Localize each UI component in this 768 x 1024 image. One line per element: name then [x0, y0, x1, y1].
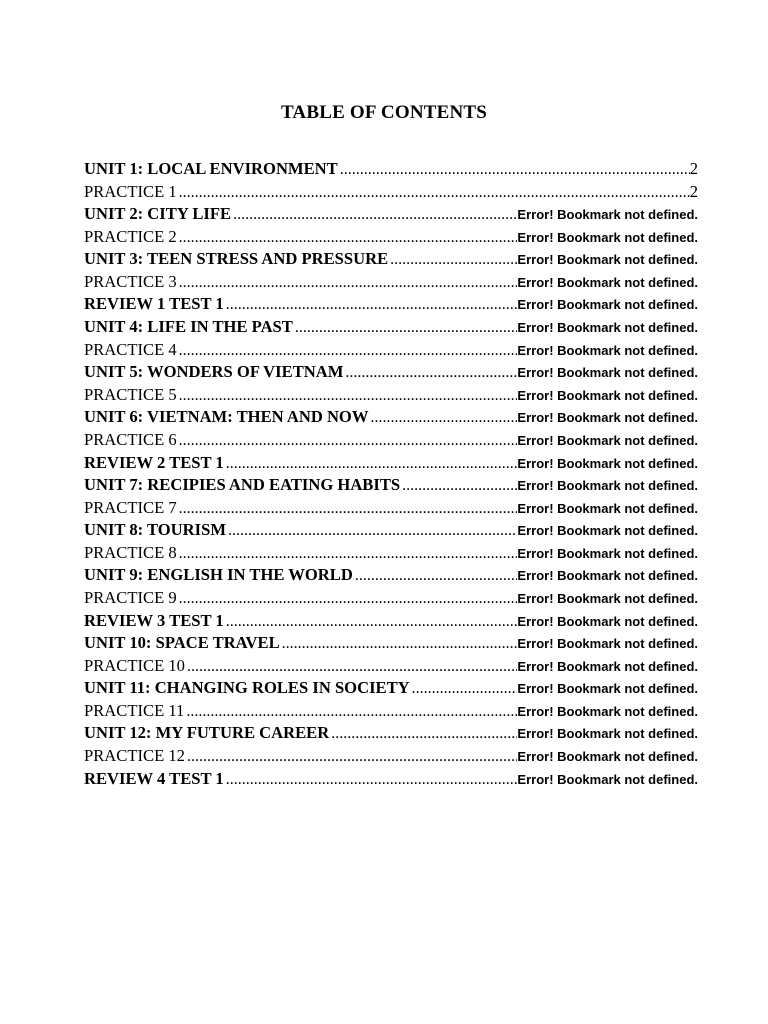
- toc-entry-label: PRACTICE 4: [84, 339, 177, 359]
- toc-entry-label: REVIEW 3 TEST 1: [84, 610, 224, 630]
- toc-entry-label: UNIT 10: SPACE TRAVEL: [84, 633, 280, 653]
- toc-dot-leader: [185, 746, 517, 768]
- toc-entry[interactable]: [84, 542, 698, 565]
- toc-entry-label: PRACTICE 5: [84, 384, 177, 404]
- toc-dot-leader: [224, 611, 518, 633]
- toc-entry[interactable]: [84, 271, 698, 294]
- toc-entry[interactable]: [84, 587, 698, 610]
- toc-entry[interactable]: [84, 293, 698, 316]
- toc-dot-leader: [177, 182, 690, 204]
- toc-entry[interactable]: [84, 384, 698, 407]
- toc-entry-label: PRACTICE 10: [84, 655, 185, 675]
- toc-entry[interactable]: [84, 632, 698, 655]
- toc-entry-page: Error! Bookmark not defined.: [517, 771, 698, 787]
- toc-dot-leader: [177, 498, 518, 520]
- toc-entry[interactable]: [84, 316, 698, 339]
- toc-dot-leader: [410, 678, 518, 700]
- toc-dot-leader: [177, 430, 518, 452]
- toc-entry-page: Error! Bookmark not defined.: [517, 658, 698, 674]
- toc-dot-leader: [338, 159, 690, 181]
- toc-dot-leader: [224, 453, 518, 475]
- toc-entry-label: PRACTICE 1: [84, 181, 177, 201]
- toc-entry-label: PRACTICE 11: [84, 700, 185, 720]
- toc-entry[interactable]: [84, 722, 698, 745]
- toc-entry-page: Error! Bookmark not defined.: [517, 749, 698, 765]
- toc-entry[interactable]: [84, 768, 698, 791]
- toc-entry-label: REVIEW 1 TEST 1: [84, 294, 224, 314]
- toc-entry-page: Error! Bookmark not defined.: [517, 387, 698, 403]
- toc-entry-label: UNIT 8: TOURISM: [84, 520, 227, 540]
- toc-entry[interactable]: [84, 655, 698, 678]
- toc-entry-page: Error! Bookmark not defined.: [517, 545, 698, 561]
- toc-title: TABLE OF CONTENTS: [280, 102, 488, 123]
- toc-entry-page: Error! Bookmark not defined.: [517, 500, 698, 516]
- toc-dot-leader: [293, 317, 518, 339]
- toc-entry[interactable]: [84, 745, 698, 768]
- toc-entry-label: PRACTICE 3: [84, 271, 177, 291]
- toc-entry[interactable]: [84, 452, 698, 475]
- toc-entry-page: Error! Bookmark not defined.: [517, 568, 698, 584]
- toc-dot-leader: [177, 588, 518, 610]
- toc-entry-label: UNIT 7: RECIPIES AND EATING HABITS: [84, 475, 401, 495]
- toc-dot-leader: [184, 701, 517, 723]
- toc-entry-page: Error! Bookmark not defined.: [517, 410, 698, 426]
- toc-entry[interactable]: [84, 248, 698, 271]
- toc-entry[interactable]: [84, 339, 698, 362]
- toc-entry-page: Error! Bookmark not defined.: [517, 613, 698, 629]
- toc-entry-label: PRACTICE 2: [84, 226, 177, 246]
- toc-entry[interactable]: [84, 158, 698, 181]
- toc-dot-leader: [224, 294, 518, 316]
- toc-entry-page: 2: [689, 181, 698, 201]
- toc-entry-page: Error! Bookmark not defined.: [517, 207, 698, 223]
- toc-entry[interactable]: [84, 700, 698, 723]
- toc-entry-page: 2: [689, 159, 698, 178]
- toc-list: [84, 158, 698, 790]
- toc-entry-label: UNIT 2: CITY LIFE: [84, 204, 232, 224]
- toc-entry[interactable]: [84, 203, 698, 226]
- toc-entry-page: Error! Bookmark not defined.: [517, 229, 698, 245]
- toc-entry-page: Error! Bookmark not defined.: [517, 365, 698, 381]
- toc-entry[interactable]: [84, 429, 698, 452]
- toc-entry-page: Error! Bookmark not defined.: [517, 342, 698, 358]
- toc-entry-page: Error! Bookmark not defined.: [517, 274, 698, 290]
- toc-entry-label: PRACTICE 12: [84, 746, 185, 766]
- toc-dot-leader: [224, 769, 518, 791]
- toc-entry-label: PRACTICE 8: [84, 542, 177, 562]
- toc-dot-leader: [177, 272, 518, 294]
- toc-entry-label: PRACTICE 9: [84, 587, 177, 607]
- toc-entry-page: Error! Bookmark not defined.: [517, 636, 698, 652]
- toc-dot-leader: [280, 633, 518, 655]
- toc-entry-page: Error! Bookmark not defined.: [517, 320, 698, 336]
- toc-entry[interactable]: [84, 226, 698, 249]
- toc-dot-leader: [177, 543, 518, 565]
- toc-entry-label: UNIT 1: LOCAL ENVIRONMENT: [84, 159, 338, 178]
- toc-entry[interactable]: [84, 564, 698, 587]
- toc-dot-leader: [226, 520, 517, 542]
- toc-entry-label: UNIT 6: VIETNAM: THEN AND NOW: [84, 407, 369, 427]
- toc-dot-leader: [177, 227, 518, 249]
- toc-entry-label: UNIT 5: WONDERS OF VIETNAM: [84, 362, 344, 382]
- toc-dot-leader: [177, 385, 518, 407]
- toc-entry-page: Error! Bookmark not defined.: [517, 252, 698, 268]
- toc-entry-label: PRACTICE 7: [84, 497, 177, 517]
- toc-dot-leader: [329, 723, 517, 745]
- toc-entry-label: UNIT 4: LIFE IN THE PAST: [84, 317, 293, 337]
- toc-dot-leader: [400, 475, 517, 497]
- toc-dot-leader: [231, 204, 517, 226]
- toc-entry-page: Error! Bookmark not defined.: [517, 703, 698, 719]
- toc-dot-leader: [353, 565, 518, 587]
- toc-entry-label: PRACTICE 6: [84, 429, 177, 449]
- toc-entry-label: UNIT 3: TEEN STRESS AND PRESSURE: [84, 249, 389, 269]
- toc-dot-leader: [177, 340, 518, 362]
- toc-entry-page: Error! Bookmark not defined.: [517, 297, 698, 313]
- toc-dot-leader: [368, 407, 517, 429]
- toc-entry-page: Error! Bookmark not defined.: [517, 432, 698, 448]
- toc-dot-leader: [185, 656, 517, 678]
- toc-entry[interactable]: [84, 181, 698, 204]
- toc-entry[interactable]: [84, 519, 698, 542]
- toc-entry-label: REVIEW 4 TEST 1: [84, 768, 224, 788]
- toc-entry-label: REVIEW 2 TEST 1: [84, 452, 224, 472]
- toc-dot-leader: [343, 362, 517, 384]
- toc-entry[interactable]: [84, 677, 698, 700]
- toc-entry[interactable]: [84, 361, 698, 384]
- toc-entry-label: UNIT 12: MY FUTURE CAREER: [84, 723, 330, 743]
- toc-entry-label: UNIT 11: CHANGING ROLES IN SOCIETY: [84, 678, 410, 698]
- toc-entry-page: Error! Bookmark not defined.: [517, 681, 698, 697]
- toc-entry[interactable]: [84, 406, 698, 429]
- toc-entry-page: Error! Bookmark not defined.: [517, 455, 698, 471]
- toc-entry[interactable]: [84, 474, 698, 497]
- toc-entry-page: Error! Bookmark not defined.: [517, 726, 698, 742]
- toc-entry-page: Error! Bookmark not defined.: [517, 523, 698, 539]
- toc-dot-leader: [388, 249, 517, 271]
- toc-entry[interactable]: [84, 610, 698, 633]
- toc-entry[interactable]: [84, 497, 698, 520]
- toc-entry-page: Error! Bookmark not defined.: [517, 590, 698, 606]
- toc-entry-label: UNIT 9: ENGLISH IN THE WORLD: [84, 565, 353, 585]
- toc-entry-page: Error! Bookmark not defined.: [517, 478, 698, 494]
